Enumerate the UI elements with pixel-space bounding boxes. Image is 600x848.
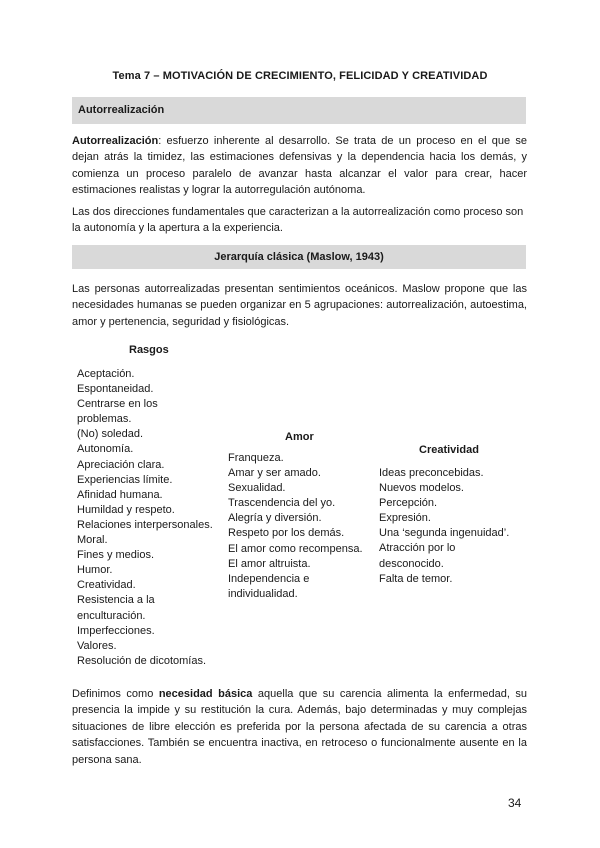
term-autorrealizacion: Autorrealización <box>72 135 159 147</box>
list-item: Centrarse en los <box>77 398 158 411</box>
list-item: Alegría y diversión. <box>228 512 322 525</box>
list-item: Resolución de dicotomías. <box>77 654 207 667</box>
paragraph-necesidad-basica <box>72 686 527 768</box>
list-item: Independencia e <box>228 572 310 585</box>
list-item: enculturación. <box>77 609 146 622</box>
necesidad-prefix: Definimos como <box>72 688 159 700</box>
page-title: Tema 7 – MOTIVACIÓN DE CRECIMIENTO, FELICIDAD Y CREATIVIDAD <box>112 70 488 82</box>
paragraph-autorrealizacion-definition <box>72 133 527 199</box>
list-item: Fines y medios. <box>77 549 155 562</box>
section-heading-maslow: Jerarquía clásica (Maslow, 1943) <box>72 245 526 269</box>
paragraph-two-directions: Las dos direcciones fundamentales que caracterizan a la autorrealización como proceso son la autonomía y la apertura a la experiencia. <box>72 206 524 235</box>
list-item: Respeto por los demás. <box>228 527 345 540</box>
list-item: Amar y ser amado. <box>228 467 321 480</box>
list-item: (No) soledad. <box>77 428 144 441</box>
list-item: Autonomía. <box>77 443 134 456</box>
term-necesidad-basica: necesidad básica <box>158 688 253 700</box>
list-item: Atracción por lo <box>379 542 456 555</box>
page-number: 34 <box>508 796 522 810</box>
list-item: Ideas preconcebidas. <box>379 467 484 479</box>
list-item: Afinidad humana. <box>77 488 163 501</box>
column-heading-rasgos: Rasgos <box>129 344 169 356</box>
list-item: individualidad. <box>228 587 298 600</box>
column-heading-amor: Amor <box>285 431 314 443</box>
list-item: desconocido. <box>379 557 444 570</box>
list-item: Nuevos modelos. <box>379 482 464 495</box>
list-item: Apreciación clara. <box>77 458 165 471</box>
list-item: Una ‘segunda ingenuidad’. <box>379 527 510 540</box>
list-item: El amor como recompensa. <box>228 542 363 555</box>
list-creatividad <box>379 466 529 587</box>
list-item: Franqueza. <box>228 452 284 464</box>
list-item: problemas. <box>77 413 132 426</box>
list-item: Aceptación. <box>77 368 135 380</box>
list-item: Sexualidad. <box>228 482 286 495</box>
paragraph-maslow: Las personas autorrealizadas presentan sentimientos oceánicos. Maslow propone que las necesidades humanas se pueden organizar en 5 agrupaciones: autorrealización, autoestima, amor y pertenencia, seguridad y fisiológicas. <box>72 283 527 328</box>
column-heading-creatividad: Creatividad <box>419 444 479 456</box>
list-item: Creatividad. <box>77 579 136 592</box>
list-item: Experiencias límite. <box>77 473 173 486</box>
list-item: El amor altruista. <box>228 557 311 570</box>
necesidad-text: aquella que su carencia alimenta la enfermedad, su presencia la impide y su restitución la cura. Además, bajo determinadas y muy complejas situaciones de libre elección es preferida por la persona afectada de su carencia a otras satisfacciones. También se encuentra inactiva, en retroceso o funcionalmente ausente en la persona sana. <box>72 688 527 766</box>
list-item: Resistencia a la <box>77 594 155 607</box>
list-item: Espontaneidad. <box>77 383 154 396</box>
list-amor <box>228 451 376 602</box>
list-item: Expresión. <box>379 512 431 525</box>
list-item: Moral. <box>77 534 108 547</box>
list-item: Trascendencia del yo. <box>228 497 336 510</box>
definition-text: : esfuerzo inherente al desarrollo. Se trata de un proceso en el que se dejan atrás la timidez, las estimaciones defensivas y la dependencia hacia los demás, y comienza un proceso paralelo de avanzar hasta alcanzar el valor para crear, hacer estimaciones realistas y lograr la autorregulación autónoma. <box>72 135 527 197</box>
list-item: Falta de temor. <box>379 572 453 585</box>
list-item: Imperfecciones. <box>77 624 155 637</box>
list-item: Humor. <box>77 564 113 577</box>
section-heading-autorrealizacion: Autorrealización <box>72 97 526 124</box>
list-rasgos <box>77 367 217 669</box>
list-item: Percepción. <box>379 497 438 510</box>
list-item: Relaciones interpersonales. <box>77 518 213 531</box>
list-item: Valores. <box>77 639 117 652</box>
list-item: Humildad y respeto. <box>77 503 175 516</box>
